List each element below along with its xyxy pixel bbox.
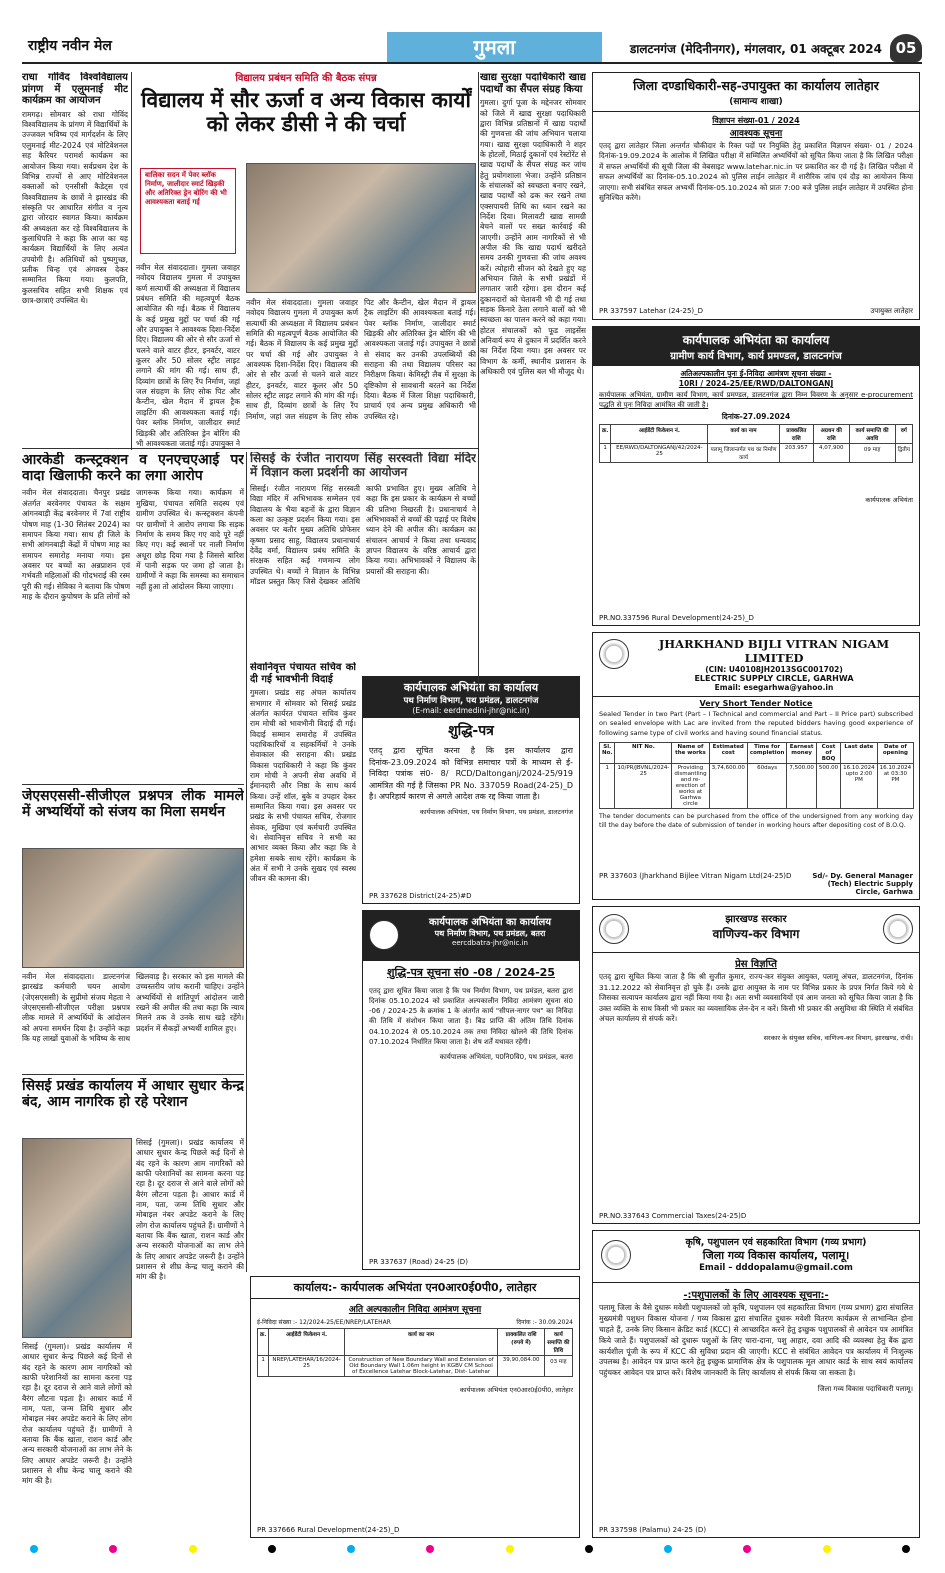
ad-body: Sealed Tender in two Part (Part – I Technical and commercial and Part – II Price part) subscribed on sealed envelope with Lac are invited from the reputed bidders having good experience of following same type of civil works and having sound financial status. [599,710,913,737]
table-header-cell: कार्य समाप्ति की अवधि [849,425,895,444]
ad-sign: कार्यपालक अभियंता, पथ निर्माण विभाग, पथ प्रमंडल, डालटनगंज [419,807,573,816]
article-science [250,452,476,660]
ad-rcd-daltonganj [362,676,580,904]
ad-dept: पथ निर्माण विभाग, पथ प्रमंडल, डालटनगंज [403,696,539,706]
ad-notice: Very Short Tender Notice [699,699,813,708]
article-body: सिसई। रंजीत नारायण सिंह सरस्वती विद्या मंदिर में अभिभावक सम्मेलन एवं विद्यालय के भैया बहनों के द्वारा विज्ञान कला का उत्कृष्ट प्रदर्शन किया गया। इस अवसर पर बतौर मुख्य अतिथि प्रोफेसर कृष्णा प्रसाद साहू, विद्यालय प्रधानाचार्य देवेंद्र वर्मा, विद्यालय प्रबंध समिति के संरक्षक सहित कई गणमान्य लोग उपस्थित थे। बच्चों ने विज्ञान के विभिन्न मॉडल प्रस्तुत किए जिसे देखकर अतिथि काफी प्रभावित हुए। मुख्य अतिथि ने कहा कि इस प्रकार के कार्यक्रम से बच्चों की प्रतिभा निखरती है। प्रधानाचार्य ने अभिभावकों से बच्चों की पढ़ाई पर विशेष ध्यान देने की अपील की। कार्यक्रम का संचालन आचार्य ने किया तथा धन्यवाद ज्ञापन विद्यालय के वरिष्ठ आचार्य द्वारा किया गया। अभिभावकों ने विद्यालय के प्रयासों की सराहना की। [250,483,476,586]
ad-email: (E-mail: eerdmedini-jhr@nic.in) [412,706,530,715]
article-body: सिसई (गुमला)। प्रखंड कार्यालय में आधार सुधार केन्द्र पिछले कई दिनों से बंद रहने के कारण आम नागरिकों को काफी परेशानियों का सामना करना पड़ रहा है। दूर दराज से आने वाले लोगों को बैरंग लौटना पड़ता है। आधार कार्ड में नाम, पता, जन्म तिथि सुधार और मोबाइल नंबर अपडेट कराने के लिए लोग रोज कार्यालय पहुंचते हैं। ग्रामीणों ने बताया कि बैंक खाता, राशन कार्ड और अन्य सरकारी योजनाओं का लाभ लेने के लिए आधार अपडेट जरूरी है। उन्होंने प्रशासन से शीघ्र केन्द्र चालू कराने की मांग की है। [136,1138,244,1282]
table-header-cell: आईडेंटी फिकेशन नं. [269,1329,344,1356]
ad-govt: झारखण्ड सरकार [725,914,787,925]
table-header-cell: Earnest money [787,743,817,764]
agri-emblem-icon [601,1240,631,1270]
table-cell: 39,90,084.00 [498,1356,544,1377]
ad-title: प्रेस विज्ञप्ति [735,959,777,970]
table-header-cell: कार्य का नाम [708,425,779,444]
table-header-cell: क्र. [600,425,611,444]
page-header [22,32,922,64]
row-rule [22,1074,244,1075]
ad-notice-no: विज्ञापन संख्या-01 / 2024 [712,116,800,125]
section-tab: गुमला [387,32,602,62]
headline: आरकेडी कन्स्ट्रक्शन व एनएचएआई पर वादा खिलाफी करने का लगा आरोप [22,452,244,485]
cyan-swatch-icon [347,1545,355,1553]
ad-sign: कार्यपालक अभियंता [865,496,913,505]
ad-body: एतद् द्वारा सूचित किया जाता है कि श्री सुजीत कुमार, राज्य-कर संयुक्त आयुक्त, पलामू अंचल, डालटनगंज, दिनांक 31.12.2022 को सेवानिवृत्त हो चुके हैं। उनके द्वारा आयुक्त के नाम पर विभिन्न प्रकार के प्रपत्र निर्गत किये गये थे जिसका सत्यापन कार्यालय द्वारा नहीं किया गया है। अतः सभी व्यवसायियों एवं आम जनता को सूचित किया जाता है कि उक्त व्यक्ति के साथ किसी भी प्रकार का व्यवसायिक लेन-देन न करें। किसी भी प्रकार की असुविधा की स्थिति में संबंधित अंचल कार्यालय से संपर्क करें। [599,972,913,1024]
table-cell: 60days [747,764,787,809]
article-retire [250,662,356,1042]
ad-agri-palamu [592,1230,920,1538]
ad-body: एतद् द्वारा सूचित किया जाता है कि पथ निर्माण विभाग, पथ प्रमंडल, बतरा द्वारा दिनांक 05.10.2024 को प्रकाशित अल्पकालीन निविदा आमंत्रण सूचना सं0 -06 / 2024-25 के क्रमांक 1 के अंतर्गत कार्य "सीपल-नागर पथ" का निविदा की तिथि में संशोधन किया जाता है। बिड प्राप्ति की अंतिम तिथि दिनांक 04.10.2024 से 05.10.2024 तक तथा निविदा खोलने की तिथि दिनांक 07.10.2024 निर्धारित किया जाता है। शेष शर्तें यथावत रहेंगी। [369,987,573,1046]
article-aadhar [136,1138,244,1538]
article-alumni [22,72,128,450]
table-cell: Providing dismantling and re-erection of works at Garhwa circle [672,764,709,809]
ad-cin: (CIN: U40108JH2013SGC001702) [705,665,843,674]
headline: सिसई के रंजीत नारायण सिंह सरस्वती विद्या मंदिर में विज्ञान कला प्रदर्शनी का आयोजन [250,452,476,479]
ad-pr: PR 337597 Latehar (24-25)_D [599,307,704,315]
black-swatch-icon [585,1545,593,1553]
ad-sign: सरकार के संयुक्त सचिव, वाणिज्य-कर विभाग, झारखण्ड, रांची। [763,1033,913,1042]
table-cell: पलामू जिलान्तर्गत पथ का निर्माण कार्य [708,444,779,463]
cyan-swatch-icon [664,1545,672,1553]
table-header-cell: Name of the works [672,743,709,764]
article-body: रामगढ़। सोमवार को राधा गोविंद विश्वविद्यालय के प्रांगण में विद्यार्थियों के उज्जवल भविष्य एवं मार्गदर्शन के लिए एलुमनाई मीट-2024 एवं मोटिवेशनल सह कैरियर परामर्श कार्यक्रम का आयोजन किया गया। सर्वप्रथम देश के विभिन्न राज्यों से आए मोटिवेशनल वक्ताओं को एनसीसी कैडेट्स एवं विश्वविद्यालय के छात्रों ने झारखंड की संस्कृति पर आधारित संगीत व नृत्य द्वारा जोरदार स्वागत किया। कार्यक्रम की अध्यक्षता कर रहे विश्वविद्यालय के कुलाधिपति ने कहा कि आज का यह कार्यक्रम विद्यार्थियों के लिए अत्यंत उपयोगी है। अतिथियों को पुष्पगुच्छ, प्रतीक चिन्ह एवं अंगवस्त्र देकर सम्मानित किया गया। कुलपति, कुलसचिव सहित सभी शिक्षक एवं छात्र-छात्राएं उपस्थित थे। [22,109,128,305]
table-cell: 7,500.00 [787,764,817,809]
table-header-cell: NIT No. [615,743,672,764]
yellow-swatch-icon [506,1545,514,1553]
ad-body: पलामू जिला के वैसे दुधारू मवेशी पशुपालकों जो कृषि, पशुपालन एवं सहकारिता विभाग (गव्य प्रभाग) द्वारा संचालित मुख्यमंत्री पशुधन विकास योजना / गव्य विकास द्वारा संचालित दुधारू मवेशी वितरण कार्यक्रम से लाभान्वित होना चाहते हैं, उनके लिए किसान क्रेडिट कार्ड (KCC) से आच्छादित करने हेतु इच्छुक पशुपालकों से आवेदन पत्र आमंत्रित किये जाते हैं। पशुपालकों को दुधारू पशुओं के लिए चारा-दाना, पशु आहार, दवा आदि की व्यवस्था हेतु बैंक द्वारा कार्यशील पूंजी के रूप में KCC की सुविधा प्रदान की जाएगी। KCC से संबंधित आवेदन पत्र कार्यालय में निःशुल्क उपलब्ध है। आवेदन पत्र प्राप्त करने हेतु इच्छुक प्रामाणिक क्षेत्र के पशुपालक मूल आधार कार्ड के साथ स्वयं कार्यालय पहुंचकर आवेदन पत्र प्राप्त करें। विशेष जानकारी के लिए कार्यालय से संपर्क किया जा सकता है। [599,1303,913,1378]
column-rule [131,72,132,450]
article-food [480,72,586,690]
dateline: डालटनगंज (मेदिनीनगर), मंगलवार, 01 अक्टूबर 2024 [629,42,882,56]
table-header-cell: Cost of BOQ [816,743,840,764]
table-cell: EE/RWD/DALTONGANJ/42/2024-25 [611,444,708,463]
table-cell: 1 [258,1356,269,1377]
black-swatch-icon [902,1545,910,1553]
table-cell: 09 माह [849,444,895,463]
ad-notice-title: आवश्यक सूचना [729,129,783,139]
ad-pr: PR 337598 (Palamu) 24-25 (D) [599,1526,707,1534]
ad-pr: PR 337628 District(24-25)#D [369,892,472,900]
article-rkd [22,452,244,782]
ad-title: JHARKHAND BIJLI VITRAN NIGAM LIMITED [658,637,890,665]
ad-office: कार्यपालक अभियंता का कार्यालय [682,333,830,347]
ad-body: एतद् द्वारा लातेहार जिला अन्तर्गत चौकीदार के रिक्त पदों पर नियुक्ति हेतु प्रकाशित विज्ञापन संख्या- 01 / 2024 दिनांक-19.09.2024 के आलोक में लिखित परीक्षा में सम्मिलित अभ्यर्थियों को सूचित किया जाता है कि लिखित परीक्षा में सफल अभ्यर्थियों की सूची जिला की वेबसाइट www.latehar.nic.in पर प्रकाशित कर दी गई है। लिखित परीक्षा में सफल अभ्यर्थियों का दिनांक-05.10.2024 को पुलिस लाईन लातेहार में शारीरिक जांच एवं दौड़ का आयोजन किया जाएगा। सभी संबंधित सफल अभ्यर्थी दिनांक-05.10.2024 को प्रातः 7:00 बजे पुलिस लाईन लातेहार में उपस्थित होना सुनिश्चित करेंगे। [599,141,913,203]
table-cell: 203.957 [779,444,813,463]
table-header-cell: Sl. No. [600,743,615,764]
headline: जेएसएससी-सीजीएल प्रश्नपत्र लीक मामले में अभ्यर्थियों को संजय का मिला समर्थन [22,788,244,821]
ad-body: कार्यपालक अभियंता, ग्रामीण कार्य विभाग, कार्य प्रमण्डल, डालटनगंज द्वारा निम्न विवरण के अनुसार e-procurement पद्धति से पुनः निविदा आमंत्रित की जाती है। [599,391,913,410]
article-body: नवीन मेल संवाददाता। चैनपुर प्रखंड अंतर्गत बरवेनगर पंचायत के सक्षम आंगनबाड़ी केंद्र बरवेनगर में 7वां राष्ट्रीय पोषण माह (1-30 सितंबर 2024) का समापन किया गया। साथ ही जिले के सभी आंगनबाड़ी केंद्रों में पोषण माह का समापन समारोह मनाया गया। इस अवसर पर बच्चों का अन्नप्राशन एवं गर्भवती महिलाओं की गोदभराई की रस्म पूरी की गई। सेविका ने बताया कि पोषण माह के दौरान कुपोषण के प्रति लोगों को जागरूक किया गया। कार्यक्रम में मुखिया, पंचायत समिति सदस्य एवं ग्रामीण उपस्थित थे। कन्स्ट्रक्शन कंपनी पर ग्रामीणों ने आरोप लगाया कि सड़क निर्माण के समय किए गए वादे पूरे नहीं किए गए। कई स्थानों पर नाली निर्माण अधूरा छोड़ दिया गया है जिससे बारिश में पानी सड़क पर जमा हो जाता है। ग्रामीणों ने कहा कि समस्या का समाधान नहीं हुआ तो आंदोलन किया जाएगा। [22,488,244,601]
article-body: गुमला। दुर्गा पूजा के मद्देनजर सोमवार को जिले में खाद्य सुरक्षा पदाधिकारी द्वारा विभिन्न प्रतिष्ठानों में खाद्य पदार्थों की गुणवत्ता की जांच अभियान चलाया गया। खाद्य सुरक्षा पदाधिकारी ने शहर के होटलों, मिठाई दुकानों एवं रेस्टोरेंट से खाद्य पदार्थों के सैंपल संग्रह कर जांच हेतु प्रयोगशाला भेजा। उन्होंने प्रतिष्ठान के संचालकों को स्वच्छता बनाए रखने, खाद्य पदार्थों को ढक कर रखने तथा एक्सपायरी तिथि का ध्यान रखने का निर्देश दिया। मिलावटी खाद्य सामग्री बेचने वालों पर सख्त कार्रवाई की जाएगी। उन्होंने आम नागरिकों से भी अपील की कि खाद्य पदार्थ खरीदते समय उनकी गुणवत्ता की जांच अवश्य करें। त्योहारी सीजन को देखते हुए यह अभियान जिले के सभी प्रखंडों में लगातार जारी रहेगा। इस दौरान कई दुकानदारों को चेतावनी भी दी गई तथा सड़क किनारे ठेला लगाने वालों को भी स्वच्छता का पालन करने को कहा गया। होटल संचालकों को फूड लाइसेंस अनिवार्य रूप से दुकान में प्रदर्शित करने का निर्देश दिया गया। इस अवसर पर विभाग के कर्मी, स्थानीय प्रशासन के अधिकारी एवं पुलिस बल भी मौजूद थे। [480,98,586,377]
yellow-swatch-icon [189,1545,197,1553]
article-body: नवीन मेल संवाददाता। गुमला जवाहर नवोदय विद्यालय गुमला में उपायुक्त कर्ण सत्यार्थी की अध्यक्षता में विद्यालय प्रबंधन समिति की महत्वपूर्ण बैठक आयोजित की गई। बैठक में विद्यालय के कई प्रमुख मुद्दों पर चर्चा की गई और उपायुक्त ने आवश्यक दिशा-निर्देश दिए। विद्यालय की ओर से सौर ऊर्जा से चलने वाले वाटर हीटर, इनवर्टर, वाटर कूलर और 50 सोलर स्ट्रीट लाइट लगाने की मांग की गई। साथ ही, दिव्यांग छात्रों के लिए रैंप निर्माण, जहां जल संग्रहण के लिए सोक पिट और कैन्टीन, खेल मैदान में ड्रायल ट्रैक लाइटिंग की आवश्यकता बताई गई। पेवर ब्लॉक निर्माण, जालीदार स्मार्ट खिड़की और अतिरिक्त ड्रेन बोरिंग की भी आवश्यकता जताई गई। उपायुक्त ने [136,263,240,448]
ad-body: एतद् द्वारा सूचित करना है कि इस कार्यालय द्वारा दिनांक-23.09.2024 को विभिन्न समाचार पत्रों के माध्यम से ई-निविदा पत्रांक सं0- 8/ RCD/Daltonganj/2024-25/919 आमंत्रित की गई है जिसका PR No. 337059 Road(24-25)_D है। अपरिहार्य कारण से अगले आदेश तक रद्द किया जाता है। [369,746,573,802]
masthead: राष्ट्रीय नवीन मेल [28,38,112,54]
magenta-swatch-icon [743,1545,751,1553]
ad-office: कार्यपालक अभियंता का कार्यालय [428,917,552,928]
kicker: विद्यालय प्रबंधन समिति की बैठक संपन्न [235,73,377,84]
photo-caption: बालिका सदन में पेवर ब्लॉक निर्माण, जालीदार स्मार्ट खिड़की और अतिरिक्त ड्रेन बोरिंग की भी आवश्यकता बताई गई [140,168,236,254]
ad-sign: Sd/- Dy. General Manager (Tech) Electric Supply Circle, Garhwa [812,872,913,896]
headline: सेवानिवृत्त पंचायत सचिव को दी गई भावभीनी विदाई [250,662,356,685]
ad-pr: PR 337666 Rural Development(24-25)_D [257,1526,400,1534]
ad-title: शुद्धि-पत्र [448,723,494,739]
ad-office: कृषि, पशुपालन एवं सहकारिता विभाग (गव्य प्रभाग) [685,1237,867,1248]
headline: राधा गोविंद विश्वविद्यालय प्रांगण में एलुमनाई मीट कार्यक्रम का आयोजन [22,72,128,107]
table-cell: 1 [600,764,615,809]
article-body: नवीन मेल संवाददाता। गुमला जवाहर नवोदय विद्यालय गुमला में उपायुक्त कर्ण सत्यार्थी की अध्यक्षता में विद्यालय प्रबंधन समिति की महत्वपूर्ण बैठक आयोजित की गई। बैठक में विद्यालय के कई प्रमुख मुद्दों पर चर्चा की गई और उपायुक्त ने आवश्यक दिशा-निर्देश दिए। विद्यालय की ओर से सौर ऊर्जा से चलने वाले वाटर हीटर, इनवर्टर, वाटर कूलर और 50 सोलर स्ट्रीट लाइट लगाने की मांग की गई। साथ ही, दिव्यांग छात्रों के लिए रैंप निर्माण, जहां जल संग्रहण के लिए सोक पिट और कैन्टीन, खेल मैदान में ड्रायल ट्रैक लाइटिंग की आवश्यकता बताई गई। पेवर ब्लॉक निर्माण, जालीदार स्मार्ट खिड़की और अतिरिक्त ड्रेन बोरिंग की भी आवश्यकता जताई गई। उपायुक्त ने छात्रों से संवाद कर उनकी उपलब्धियों की सराहना की तथा विद्यालय परिसर का निरीक्षण किया। केमिस्ट्री लैब में सुरक्षा के दृष्टिकोण से सावधानी बरतने का निर्देश दिया। बैठक में जिला शिक्षा पदाधिकारी, प्राचार्य एवं अन्य प्रमुख अधिकारी भी उपस्थित रहे। [246,298,476,421]
ad-dept: वाणिज्य-कर विभाग [712,927,800,941]
dc-meeting-photo [246,163,476,293]
ad-title: अतिअल्पकालीन पुनः ई-निविदा आमंत्रण सूचना संख्या - [680,369,832,378]
table-cell: 3,74,600.00 [709,764,747,809]
ad-latehar-dc [592,72,920,320]
ad-email: Email – dddopalamu@gmail.com [699,1263,853,1273]
ad-dept: जिला गव्य विकास कार्यालय, पलामू। [702,1249,850,1262]
headline: विद्यालय में सौर ऊर्जा व अन्य विकास कार्यों को लेकर डीसी ने की चर्चा [141,86,471,137]
black-swatch-icon [268,1545,276,1553]
article-body: सिसई (गुमला)। प्रखंड कार्यालय में आधार सुधार केन्द्र पिछले कई दिनों से बंद रहने के कारण आम नागरिकों को काफी परेशानियों का सामना करना पड़ रहा है। दूर दराज से आने वाले लोगों को बैरंग लौटना पड़ता है। आधार कार्ड में नाम, पता, जन्म तिथि सुधार और मोबाइल नंबर अपडेट कराने के लिए लोग रोज कार्यालय पहुंचते हैं। ग्रामीणों ने बताया कि बैंक खाता, राशन कार्ड और अन्य सरकारी योजनाओं का लाभ लेने के लिए आधार अपडेट जरूरी है। उन्होंने प्रशासन से शीघ्र केन्द्र चालू कराने की मांग की है। [22,1342,132,1486]
tender-table [599,742,914,809]
ad-date: दिनांक :- 30.09.2024 [516,1319,573,1326]
yellow-swatch-icon [823,1545,831,1553]
table-cell: Construction of New Boundary Wall and Extension of Old Boundary Wall 1.06m height in KGBV CM School of Excellence Latehar Block-Latehar, Dist- Latehar [344,1356,498,1377]
table-cell: 500.00 [816,764,840,809]
magenta-swatch-icon [426,1545,434,1553]
state-emblem-icon [369,920,399,950]
ad-pr: PR.NO.337596 Rural Development(24-25)_D [599,614,754,622]
ad-email: eercdbatra-jhr@nic.in [452,939,528,947]
ad-number: 10RI / 2024-25/EE/RWD/DALTONGANJ [678,379,834,388]
table-header-cell: अग्रधन की राशि [813,425,849,444]
table-cell: NREP/LATEHAR/16/2024-25 [269,1356,344,1377]
table-header-cell: आईडेंटी फिकेशन नं. [611,425,708,444]
table-header-cell: वर्ग [895,425,912,444]
ad-number: ई-निविदा संख्या :- 12/2024-25/EE/NREP/LATEHAR [257,1319,391,1326]
row-rule [22,784,244,785]
ad-title: -:पशुपालकों के लिए आवश्यक सूचना:- [683,1290,829,1301]
ad-dept: ग्रामीण कार्य विभाग, कार्य प्रमण्डल, डालटनगंज [670,351,842,362]
ad-pr: PR.NO.337643 Commercial Taxes(24-25)D [599,1212,747,1220]
ad-office: जिला दण्डाधिकारी-सह-उपायुक्त का कार्यालय लातेहार [633,78,879,93]
article-jssc [22,972,244,1070]
jbvnl-logo-icon [599,639,629,669]
table-cell: 16.10.2024 at 03:30 PM [877,764,914,809]
table-cell: द्वितीय [895,444,912,463]
ad-pr: PR 337603 (Jharkhand Bijlee Vitran Nigam Ltd(24-25)D [599,872,792,880]
table-header-cell: प्राक्कलित राशि [779,425,813,444]
ad-rcd-betla [362,910,580,1270]
column-rule [246,452,247,1272]
table-header-cell: Last date [841,743,878,764]
page-number: 05 [890,34,922,62]
print-registration-marks [30,1545,910,1555]
ad-title: अति अल्पकालीन निविदा आमंत्रण सूचना [348,1305,482,1315]
table-cell: 10/PR/JBVNL/2024-25 [615,764,672,809]
jharkhand-emblem-icon [883,914,913,944]
ad-rwd-daltonganj [592,326,920,626]
table-header-cell: कार्य का नाम [344,1329,498,1356]
tender-table [257,1328,573,1377]
ad-email: Email: esegarhwa@yahoo.in [714,683,834,692]
article-solar-cont [246,298,476,448]
ad-sign: जिला गव्य विकास पदाधिकारी पलामू। [817,1385,913,1394]
ad-sign: कार्यपालक अभियंता एन0आर0ई0पी0, लातेहार [459,1386,573,1394]
table-header-cell: प्राक्कलित राशि (रुपये में) [498,1329,544,1356]
ad-pr: PR 337637 (Road) 24-25 (D) [369,1258,468,1266]
cyan-swatch-icon [30,1545,38,1553]
table-header-cell: Estimated cost [709,743,747,764]
ad-commercial-tax [592,906,920,1224]
article-body: नवीन मेल संवाददाता। डाल्टनगंज झारखंड कर्मचारी चयन आयोग (जेएसएससी) के सुप्रीमो संजय मेहता ने जेएसएससी-सीजीएल परीक्षा प्रश्नपत्र लीक मामले में अभ्यर्थियों के आंदोलन को अपना समर्थन दिया है। उन्होंने कहा कि यह लाखों युवाओं के भविष्य के साथ खिलवाड़ है। सरकार को इस मामले की उच्चस्तरीय जांच करानी चाहिए। उन्होंने अभ्यर्थियों से शांतिपूर्ण आंदोलन जारी रखने की अपील की तथा कहा कि न्याय मिलने तक वे उनके साथ खड़े रहेंगे। प्रदर्शन में सैकड़ों अभ्यर्थी शामिल हुए। [22,972,244,1044]
article-body: गुमला। प्रखंड सह अंचल कार्यालय सभागार में सोमवार को सिसई प्रखंड अंतर्गत कार्यरत पंचायत सचिव कुंवर राम मोची को भावभीनी विदाई दी गई। विदाई सम्मान समारोह में उपस्थित पदाधिकारियों व सहकर्मियों ने उनके सेवाकाल की सराहना की। प्रखंड विकास पदाधिकारी ने कहा कि कुंवर राम मोची ने अपनी सेवा अवधि में ईमानदारी और निष्ठा के साथ कार्य किया। उन्हें शॉल, बुके व उपहार देकर सम्मानित किया गया। इस अवसर पर प्रखंड के सभी पंचायत सचिव, रोजगार सेवक, मुखिया एवं कर्मचारी उपस्थित थे। सेवानिवृत्त सचिव ने सभी का आभार व्यक्त किया और कहा कि वे हमेशा सबके साथ रहेंगे। कार्यक्रम के अंत में सभी ने उनके सुखद एवं स्वस्थ जीवन की कामना की। [250,688,356,884]
ad-nrep-latehar [250,1276,580,1538]
row-rule [22,448,478,449]
headline: सिसई प्रखंड कार्यालय में आधार सुधार केन्द्र बंद, आम नागरिक हो रहे परेशान [22,1078,244,1111]
ad-title: शुद्धि-पत्र सूचना सं0 -08 / 2024-25 [387,966,555,979]
headline: खाद्य सुरक्षा पदाधिकारी खाद्य पदार्थों का सैंपल संग्रह किया [480,72,586,95]
magenta-swatch-icon [109,1545,117,1553]
column-rule [478,72,479,692]
ad-sign: उपायुक्त लातेहार [870,307,913,315]
ad-jbvnl [592,632,920,900]
ad-office: कार्यपालक अभियंता का कार्यालय [403,681,539,694]
ad-circle: ELECTRIC SUPPLY CIRCLE, GARHWA [694,674,854,683]
jharkhand-emblem-icon [599,914,629,944]
article-aadhar-cont [22,1342,132,1538]
tender-table [599,424,913,463]
table-header-cell: Time for completion [747,743,787,764]
ad-dept: पथ निर्माण विभाग, पथ प्रमंडल, बतरा [434,929,546,938]
ad-note: The tender documents can be purchased from the office of the undersigned from any working day till the day before the date of submission of tender in working hours after depositing cost of B.O.Q. [599,813,913,830]
table-cell: 1 [600,444,611,463]
table-header-cell: क्र. [258,1329,269,1356]
ad-sign: कार्यपालक अभियंता, प0नि0वि0, पथ प्रमंडल, बतरा [439,1052,573,1061]
ad-branch: (सामान्य शाखा) [729,97,783,107]
table-cell: 03 माह [544,1356,572,1377]
table-header-cell: Date of opening [877,743,914,764]
protest-photo [22,848,244,968]
aadhar-photo [22,1138,132,1338]
table-cell: 4,07,900 [813,444,849,463]
table-header-cell: कार्य समाप्ति की तिथि [544,1329,572,1356]
table-cell: 16.10.2024 upto 2:00 PM [841,764,878,809]
ad-date: दिनांक-27.09.2024 [721,412,791,422]
ad-office: कार्यालय:- कार्यपालक अभियंता एन0आर0ई0पी0, लातेहार [251,1277,579,1299]
article-aadhar-head [22,1078,244,1136]
